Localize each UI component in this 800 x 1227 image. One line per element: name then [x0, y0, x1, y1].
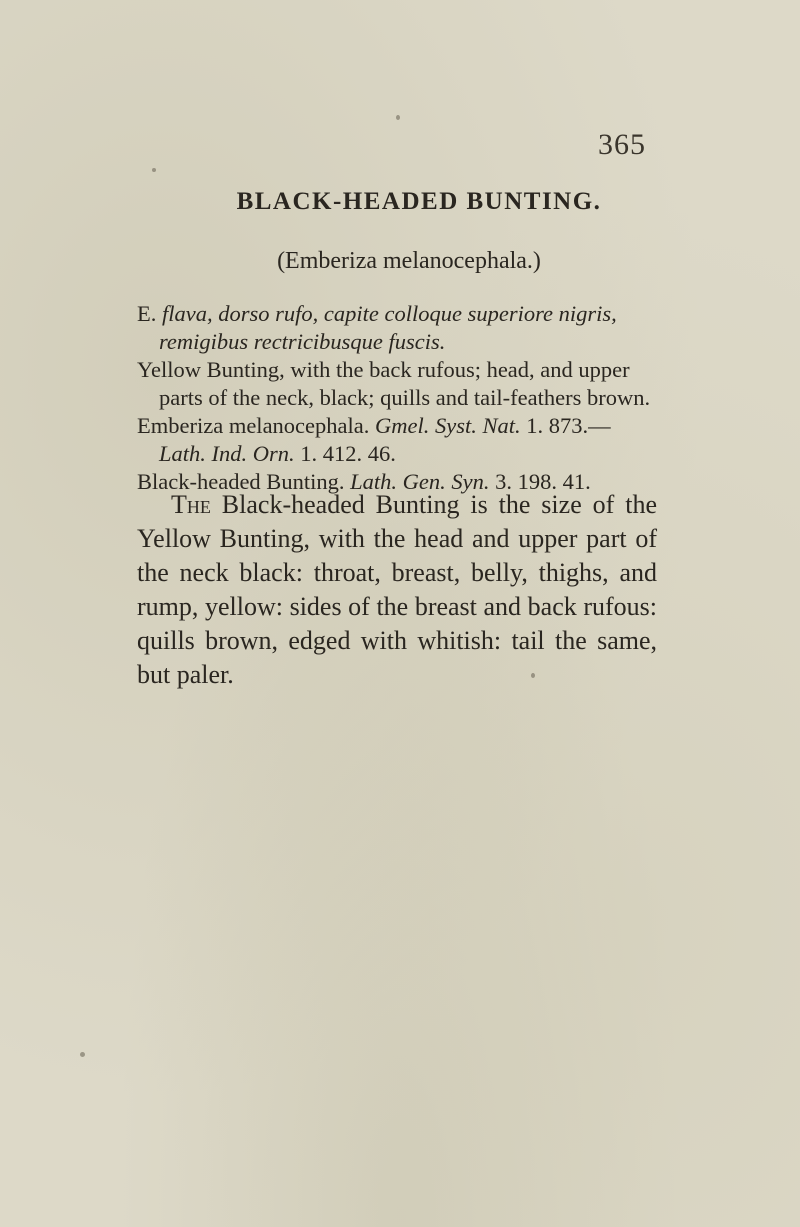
description-lead-word: The — [171, 490, 211, 519]
page-number: 365 — [598, 128, 646, 161]
paper-speck — [80, 1052, 85, 1057]
synonymy-entry-english-diagnosis — [137, 356, 657, 412]
synonymy-segment: Lath. Gen. Syn. — [350, 469, 490, 494]
synonymy-entry-gmelin-reference — [137, 412, 657, 468]
synonymy-entry-latin-diagnosis — [137, 300, 657, 356]
synonymy-segment: Black-headed Bunting. — [137, 469, 351, 494]
synonymy-segment: E. — [137, 301, 162, 326]
species-description — [137, 488, 657, 692]
synonymy-segment: Emberiza melanocephala. — [137, 413, 375, 438]
page-title: BLACK-HEADED BUNTING. — [236, 188, 602, 215]
paper-speck — [152, 168, 156, 172]
synonymy-segment: 3. 198. 41. — [489, 469, 591, 494]
synonymy-segment: Lath. Ind. Orn. — [159, 441, 295, 466]
scientific-name: (Emberiza melanocephala.) — [277, 248, 541, 274]
synonymy-segment: flava, dorso rufo, capite colloque superiore nigris, remigibus rectricibusque fuscis. — [159, 301, 617, 354]
synonymy-block — [137, 300, 657, 496]
synonymy-segment: 1. 412. 46. — [294, 441, 396, 466]
synonymy-segment: 1. 873.— — [520, 413, 611, 438]
synonymy-segment: Yellow Bunting, with the back rufous; head, and upper parts of the neck, black; quills and tail-feathers brown. — [137, 357, 651, 410]
synonymy-segment: Gmel. Syst. Nat. — [375, 413, 521, 438]
description-text: Black-headed Bunting is the size of the Yellow Bunting, with the head and upper part of the neck black: throat, breast, belly, thighs, and rump, yellow: sides of the breast and back rufous: quills brown, edged with whitish: tail the same, but paler. — [137, 490, 657, 689]
paper-speck — [396, 115, 400, 120]
